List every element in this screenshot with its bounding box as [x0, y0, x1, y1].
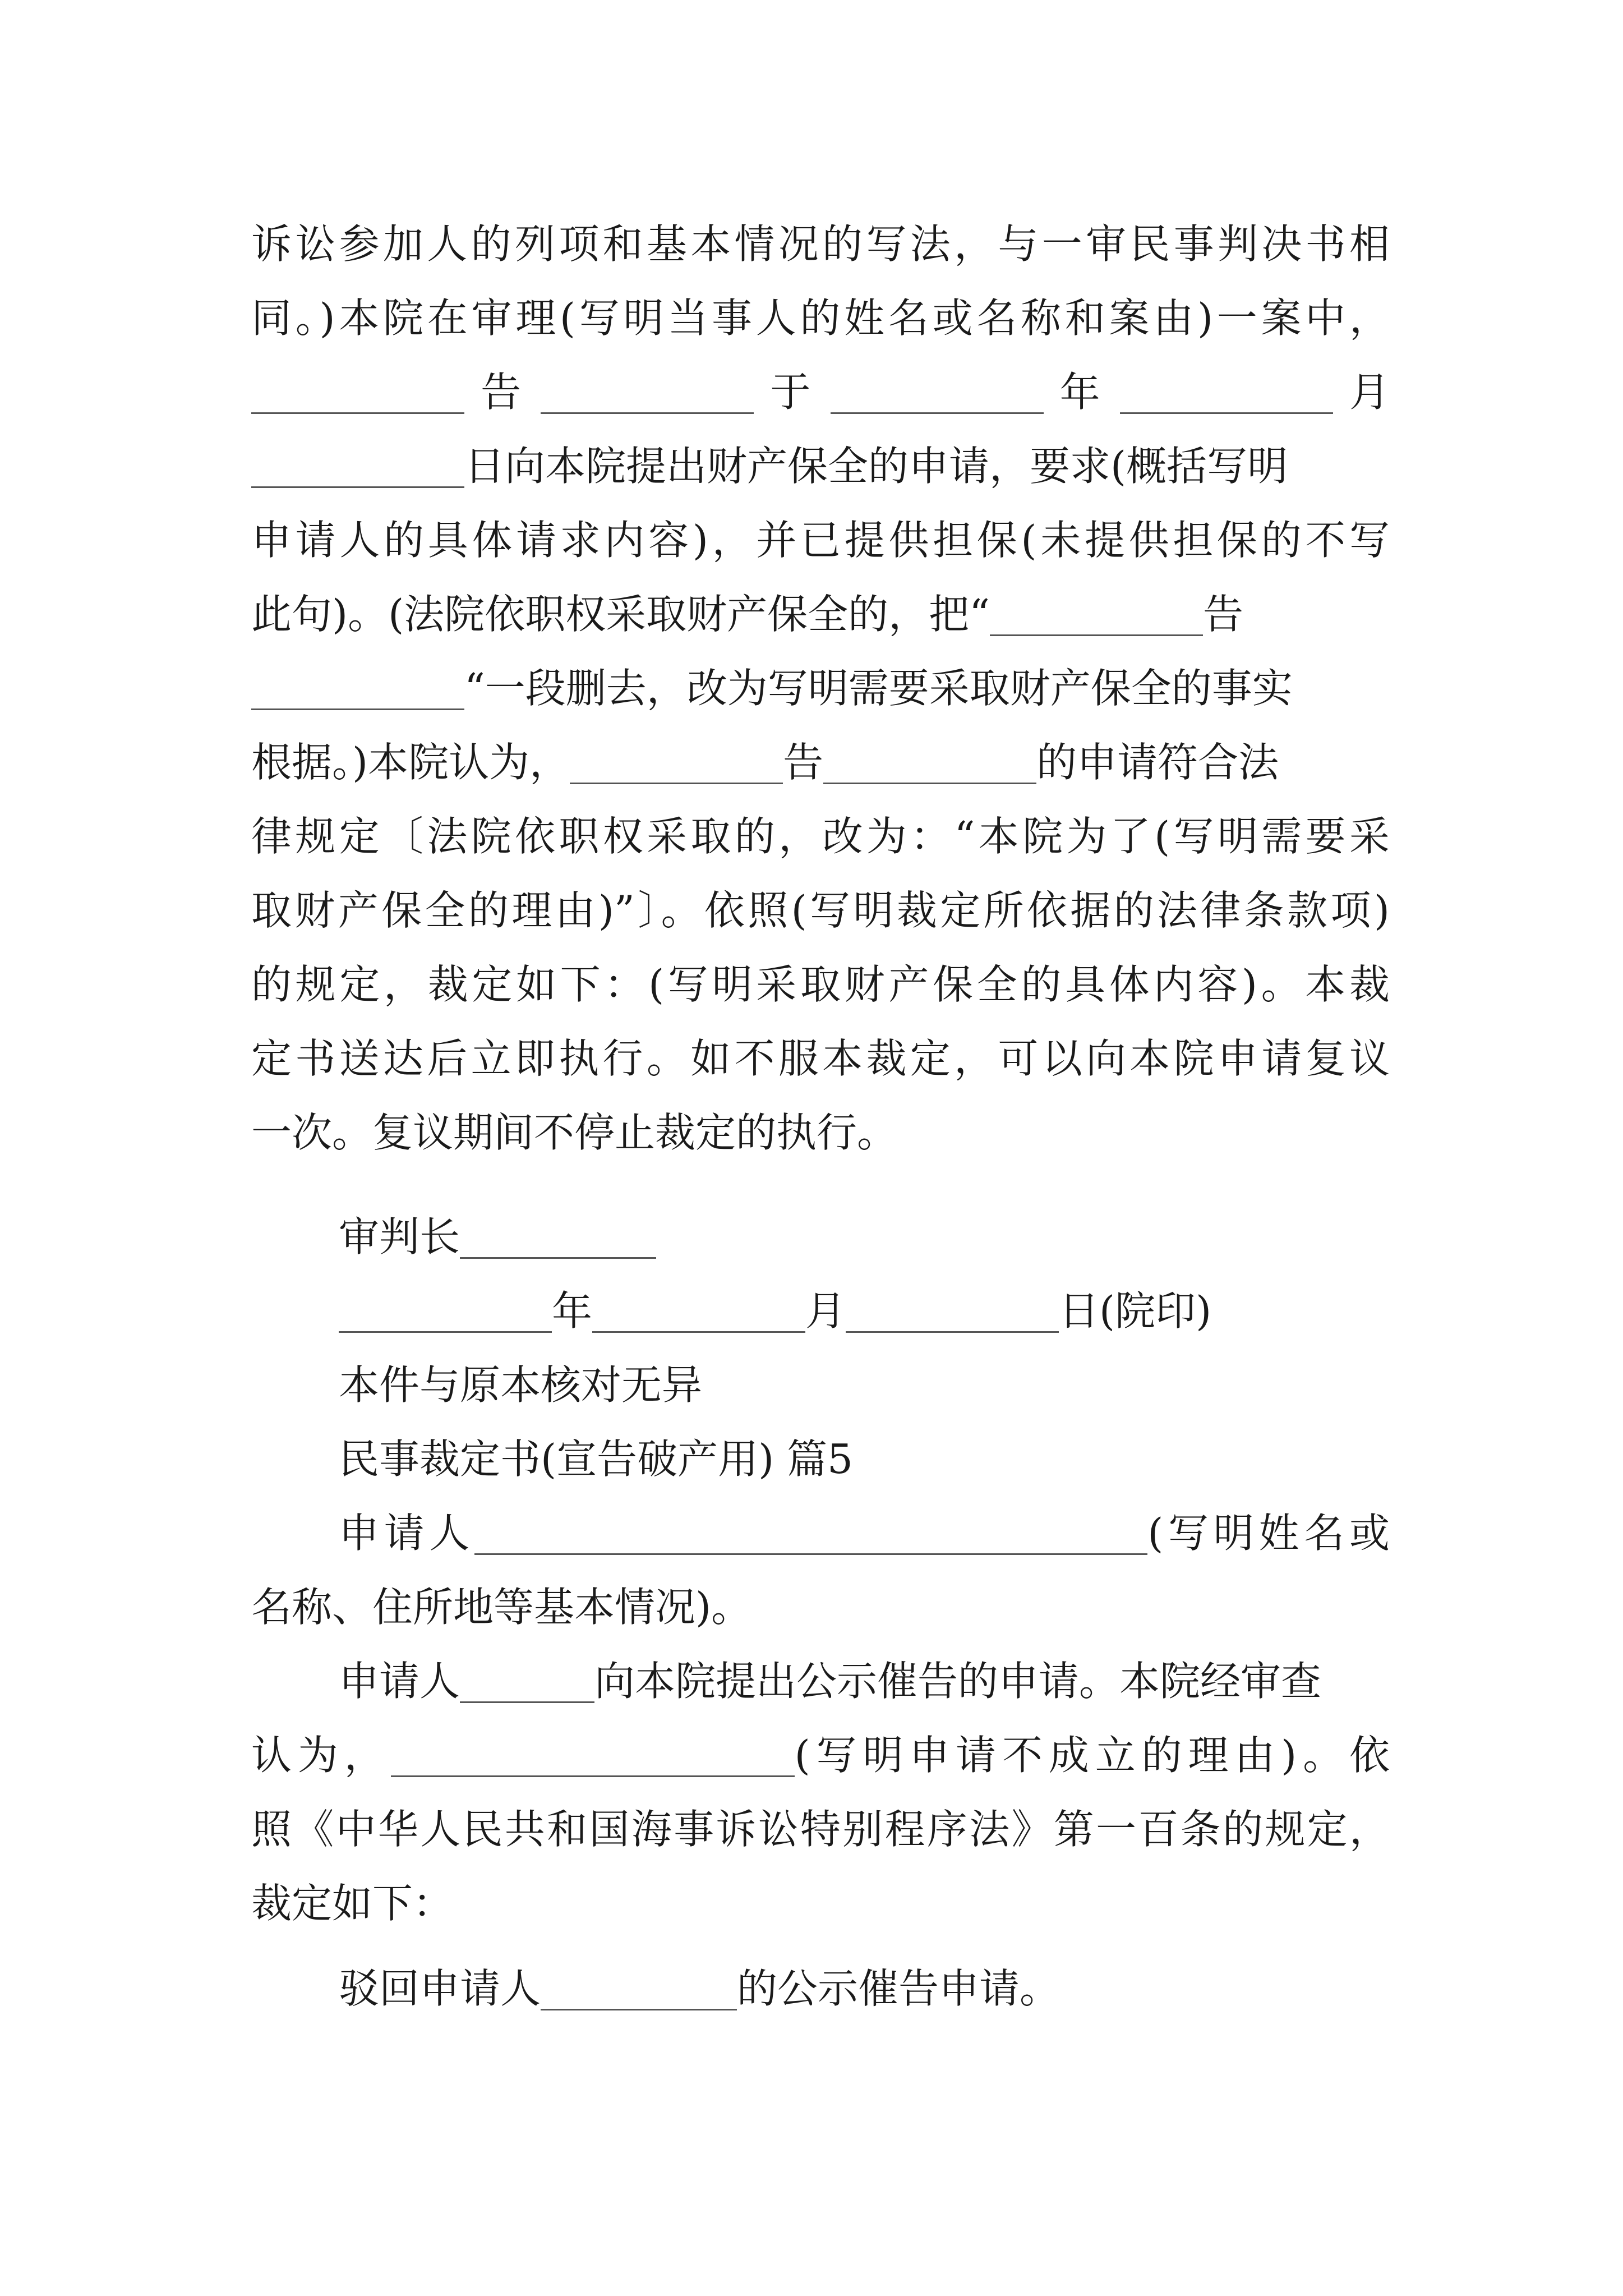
text-line-12: 定书送达后立即执行。如不服本裁定，可以向本院申请复议	[251, 1035, 1390, 1082]
text-fragment: (写明申请不成立的理由)。依	[794, 1732, 1390, 1779]
date-line	[339, 1274, 1390, 1347]
paragraph-line	[339, 1645, 1390, 1718]
applicant-note: (写明姓名或	[1147, 1510, 1390, 1557]
text-fragment: 日向本院提出财产保全的申请，要求(概括写明	[464, 443, 1288, 490]
paragraph-line: 裁定如下：	[251, 1880, 454, 1927]
text-line-4	[251, 430, 1390, 503]
ruling-line	[339, 1952, 1390, 2025]
text-fragment: 驳回申请人	[339, 1965, 541, 2012]
fill-blank	[1120, 412, 1333, 414]
text-fragment: 向本院提出公示催告的申请。本院经审查	[594, 1658, 1322, 1705]
text-fragment: 于	[770, 369, 814, 416]
text-fragment: 认为，	[251, 1732, 391, 1779]
date-month-label: 月	[805, 1287, 846, 1335]
text-fragment: 告	[481, 369, 525, 416]
text-fragment: 告	[1203, 591, 1244, 638]
fill-blank	[251, 486, 464, 488]
applicant-note-line: 名称、住所地等基本情况)。	[251, 1584, 752, 1631]
fill-blank	[831, 412, 1044, 414]
text-line-13: 一次。复议期间不停止裁定的执行。	[251, 1109, 898, 1156]
text-line-7	[251, 652, 1390, 725]
fill-blank	[460, 1701, 594, 1703]
paragraph-line: 照《中华人民共和国海事诉讼特别程序法》第一百条的规定，	[251, 1806, 1390, 1853]
text-fragment: “一段删去，改为写明需要采取财产保全的事实	[464, 665, 1293, 712]
applicant-line	[339, 1497, 1390, 1570]
fill-blank	[846, 1331, 1059, 1333]
text-line-9: 律规定〔法院依职权采取的，改为：“本院为了(写明需要采	[251, 813, 1390, 860]
text-fragment: 申请人	[339, 1658, 460, 1705]
fill-blank	[541, 412, 754, 414]
date-day-seal-label: 日(院印)	[1059, 1287, 1212, 1335]
section-heading: 民事裁定书(宣告破产用) 篇5	[339, 1435, 853, 1483]
date-year-label: 年	[552, 1287, 593, 1335]
fill-blank	[823, 782, 1036, 784]
text-line-2: 同。)本院在审理(写明当事人的姓名或名称和案由)一案中，	[251, 295, 1390, 342]
text-fragment: 此句)。(法院依职权采取财产保全的，把“	[251, 591, 990, 638]
fill-blank	[339, 1331, 552, 1333]
fill-blank	[251, 708, 464, 710]
judge-label: 审判长	[339, 1213, 460, 1260]
paragraph-line	[251, 1719, 1390, 1792]
fill-blank	[474, 1553, 1147, 1555]
fill-blank	[251, 412, 464, 414]
judge-signature-line	[339, 1200, 1390, 1273]
text-line-3	[251, 356, 1390, 429]
fill-blank	[460, 1257, 656, 1259]
text-line-5: 申请人的具体请求内容)，并已提供担保(未提供担保的不写	[251, 517, 1390, 564]
text-line-11: 的规定，裁定如下：(写明采取财产保全的具体内容)。本裁	[251, 961, 1390, 1008]
text-line-1: 诉讼参加人的列项和基本情况的写法，与一审民事判决书相	[251, 220, 1390, 268]
text-fragment: 年	[1059, 369, 1104, 416]
text-fragment: 告	[783, 739, 824, 786]
text-fragment: 月	[1349, 369, 1390, 416]
text-line-10: 取财产保全的理由)”〕。依照(写明裁定所依据的法律条款项)	[251, 887, 1390, 934]
fill-blank	[592, 1331, 805, 1333]
text-fragment: 的申请符合法	[1036, 739, 1279, 786]
fill-blank	[990, 634, 1203, 636]
verification-note: 本件与原本核对无异	[339, 1361, 703, 1409]
fill-blank	[541, 2008, 737, 2010]
applicant-label: 申请人	[339, 1510, 475, 1557]
text-fragment: 根据。)本院认为，	[251, 739, 570, 786]
fill-blank	[391, 1775, 795, 1777]
text-line-8	[251, 726, 1390, 799]
text-line-6	[251, 578, 1390, 651]
fill-blank	[570, 782, 783, 784]
text-fragment: 的公示催告申请。	[737, 1965, 1061, 2012]
